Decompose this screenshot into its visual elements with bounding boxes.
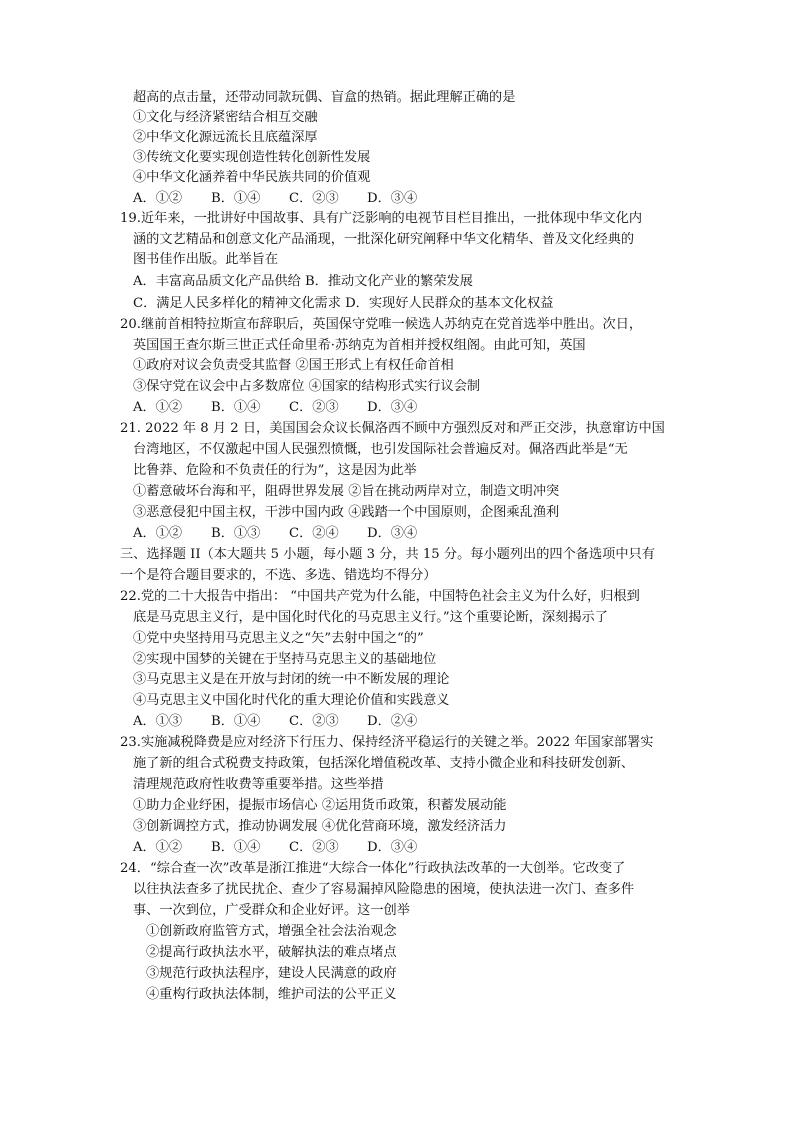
q24-item-4: ④重构行政执法体制，维护司法的公平正义 <box>146 987 397 1002</box>
q20-choice-d: D．③④ <box>367 400 418 415</box>
q21-choices <box>133 524 417 544</box>
q22-item-4: ④马克思主义中国化时代化的重大理论价值和实践意义 <box>133 693 450 708</box>
q20-choices <box>133 398 417 418</box>
q18-stem-tail: 超高的点击量，还带动同款玩偶、盲盒的热销。据此理解正确的是 <box>133 90 516 105</box>
q20-stem-2: 英国国王查尔斯三世正式任命里希·苏纳克为首相并授权组阁。由此可知，英国 <box>133 338 586 353</box>
q22-choice-d: D．②④ <box>367 714 418 729</box>
q24-stem-3: 事、一次到位，广受群众和企业好评。这一创举 <box>133 903 410 918</box>
q23-choices <box>133 838 417 858</box>
q24-stem-1: 24．“综合查一次”改革是浙江推进“大综合一体化”行政执法改革的一大创举。它改变了 <box>120 861 626 876</box>
section-3-heading: 三、选择题 II（本大题共 5 小题，每小题 3 分，共 15 分。每小题列出的四个备选项中只有 <box>120 547 655 562</box>
q23-choice-b: B．①④ <box>211 840 261 855</box>
q18-choice-b: B．①④ <box>211 191 261 206</box>
q23-stem-3: 清理规范政府性收费等重要举措。这些举措 <box>133 777 384 792</box>
q21-choice-c: C．②④ <box>289 526 339 541</box>
q23-choice-c: C．②③ <box>289 840 339 855</box>
q20-choice-a: A．①② <box>133 400 183 415</box>
q22-item-3: ③马克思主义是在开放与封闭的统一中不断发展的理论 <box>133 672 450 687</box>
q24-item-3: ③规范行政执法程序，建设人民满意的政府 <box>146 966 397 981</box>
q22-choice-a: A．①③ <box>133 714 183 729</box>
q18-choice-c: C．②③ <box>289 191 339 206</box>
q18-item-3: ③传统文化要实现创造性转化创新性发展 <box>133 150 371 165</box>
q20-items-34: ③保守党在议会中占多数席位 ④国家的结构形式实行议会制 <box>133 379 481 394</box>
q24-item-2: ②提高行政执法水平，破解执法的难点堵点 <box>146 945 397 960</box>
q23-choice-d: D．③④ <box>367 840 418 855</box>
q24-item-1: ①创新政府监管方式，增强全社会法治观念 <box>146 924 397 939</box>
q21-choice-b: B．①③ <box>211 526 261 541</box>
q22-choice-c: C．②③ <box>289 714 339 729</box>
q22-item-2: ②实现中国梦的关键在于坚持马克思主义的基础地位 <box>133 652 437 667</box>
q22-choice-b: B．①④ <box>211 714 261 729</box>
q23-items-12: ①助力企业纾困，提振市场信心 ②运用货币政策，积蓄发展动能 <box>133 798 507 813</box>
q23-items-34: ③创新调控方式，推动协调发展 ④优化营商环境，激发经济活力 <box>133 819 507 834</box>
q22-stem-1: 22.党的二十大报告中指出： “中国共产党为什么能，中国特色社会主义为什么好，归根到 <box>120 589 640 604</box>
q24-stem-2: 以往执法查多了扰民扰企、查少了容易漏掉风险隐患的困境，使执法进一次门、查多件 <box>133 882 635 897</box>
q18-item-4: ④中华文化涵养着中华民族共同的价值观 <box>133 170 371 185</box>
q20-choice-c: C．②③ <box>289 400 339 415</box>
q19-options-cd: C．满足人民多样化的精神文化需求 D．实现好人民群众的基本文化权益 <box>133 296 554 311</box>
q21-stem-2: 台湾地区，不仅激起中国人民强烈愤慨，也引发国际社会普遍反对。佩洛西此举是“无 <box>133 442 628 457</box>
q19-stem-2: 涵的文艺精品和创意文化产品涌现，一批深化研究阐释中华文化精华、普及文化经典的 <box>133 232 635 247</box>
q22-stem-2: 底是马克思主义行，是中国化时代化的马克思主义行。”这个重要论断，深刻揭示了 <box>133 610 608 625</box>
q23-choice-a: A．①② <box>133 840 183 855</box>
q21-stem-1: 21. 2022 年 8 月 2 日，美国国会众议长佩洛西不顾中方强烈反对和严正交涉，执意窜访中国 <box>120 421 665 436</box>
q19-stem-3: 图书佳作出版。此举旨在 <box>133 252 279 267</box>
q20-stem-1: 20.继前首相特拉斯宣布辞职后，英国保守党唯一候选人苏纳克在党首选举中胜出。次日， <box>120 317 643 332</box>
q23-stem-2: 施了新的组合式税费支持政策，包括深化增值税改革、支持小微企业和科技研发创新、 <box>133 756 635 771</box>
q18-choice-a: A．①② <box>133 191 183 206</box>
q23-stem-1: 23.实施减税降费是应对经济下行压力、保持经济平稳运行的关键之举。2022 年国家部署实 <box>120 735 654 750</box>
q18-choice-d: D．③④ <box>367 191 418 206</box>
q20-items-12: ①政府对议会负责受其监督 ②国王形式上有权任命首相 <box>133 358 454 373</box>
q18-choices <box>133 189 417 209</box>
q21-choice-a: A．①② <box>133 526 183 541</box>
q21-choice-d: D．③④ <box>367 526 418 541</box>
q21-items-34: ③恶意侵犯中国主权，干涉中国内政 ④践踏一个中国原则，企图乘乱渔利 <box>133 505 560 520</box>
q19-stem-1: 19.近年来，一批讲好中国故事、具有广泛影响的电视节目栏目推出，一批体现中华文化内 <box>120 211 643 226</box>
q19-options-ab: A．丰富高品质文化产品供给 B．推动文化产业的繁荣发展 <box>133 274 473 289</box>
q22-choices <box>133 712 417 732</box>
q22-item-1: ①党中央坚持用马克思主义之“矢”去射中国之“的” <box>133 631 424 646</box>
q18-item-1: ①文化与经济紧密结合相互交融 <box>133 110 318 125</box>
section-3-instruction: 一个是符合题目要求的，不选、多选、错选均不得分） <box>120 568 437 583</box>
q21-stem-3: 比鲁莽、危险和不负责任的行为”，这是因为此举 <box>133 463 417 478</box>
q20-choice-b: B．①④ <box>211 400 261 415</box>
q18-item-2: ②中华文化源远流长且底蕴深厚 <box>133 130 318 145</box>
q21-items-12: ①蓄意破坏台海和平，阻碍世界发展 ②旨在挑动两岸对立，制造文明冲突 <box>133 484 560 499</box>
